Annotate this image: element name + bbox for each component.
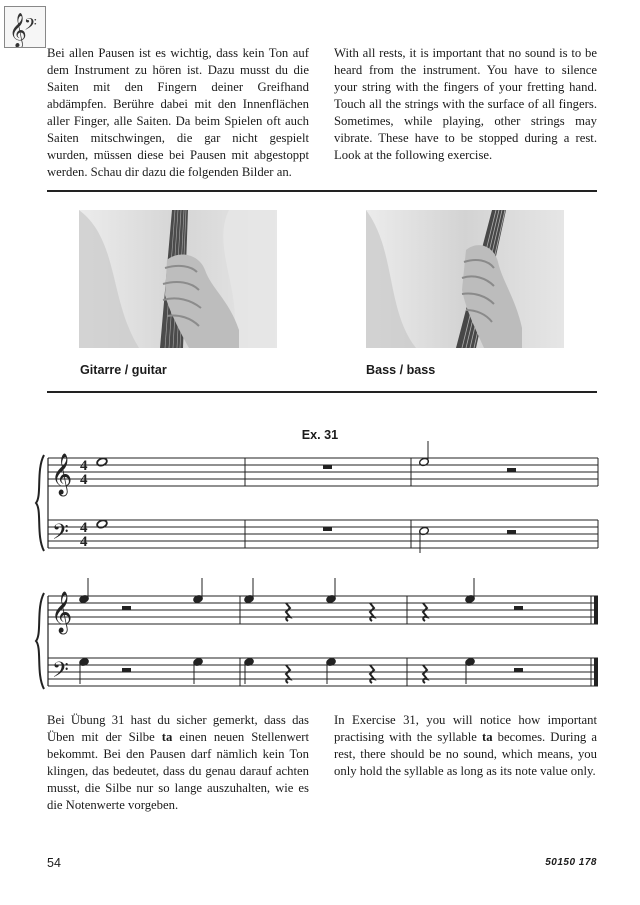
whole-rest	[323, 527, 332, 531]
syllable-ta-en: ta	[481, 730, 493, 744]
summary-text-english	[334, 712, 597, 780]
time-signature-denominator: 4	[80, 472, 88, 488]
whole-rest	[323, 465, 332, 469]
half-rest	[514, 668, 523, 672]
intro-text-english: With all rests, it is important that no sound is to be heard from the instrument. You have to silence your string with the fingers of your fretting hand. Touch all the strings with the surface of all fingers. Sometimes, while playing, other strings may vibrate. These have to be stopped during a rest. Look at the following exercise.	[334, 46, 597, 162]
treble-clef: 𝄞	[51, 454, 73, 495]
svg-text:𝄢: 𝄢	[24, 14, 37, 38]
treble-clef: 𝄞	[51, 592, 73, 633]
page-number: 54	[47, 856, 61, 870]
half-rest	[507, 530, 516, 534]
divider-top	[47, 190, 597, 192]
bass-caption: Bass / bass	[366, 363, 436, 377]
clef-badge	[4, 6, 46, 48]
syllable-ta-de: ta	[161, 730, 173, 744]
half-rest	[122, 668, 131, 672]
bass-clef: 𝄢	[52, 658, 69, 688]
catalog-number: 50150 178	[545, 857, 597, 868]
quarter-rest	[423, 603, 427, 621]
exercise-title: Ex. 31	[301, 428, 339, 442]
bass-muting-photo	[366, 210, 564, 348]
half-rest	[122, 606, 131, 610]
time-signature-denominator: 4	[80, 534, 88, 550]
divider-bottom	[47, 391, 597, 393]
quarter-rest	[370, 603, 374, 621]
half-rest	[514, 606, 523, 610]
quarter-rest	[370, 665, 374, 683]
svg-text:𝄞: 𝄞	[9, 13, 27, 47]
intro-text-german: Bei allen Pausen ist es wichtig, dass kein Ton auf dem Instrument zu hören ist. Dazu musst du die Saiten mit den Fingern deiner Greifhand abdämpfen. Berühre dabei mit den Innenflächen aller Finger, alle Saiten. Da beim Spielen oft auch Saiten mitschwingen, die gar nicht gespielt wurden, müssen diese bei Pausen mit abgestoppt werden. Schau dir dazu die folgenden Bilder an.	[47, 46, 309, 179]
bass-clef: 𝄢	[52, 520, 69, 550]
system2-brace	[36, 593, 44, 689]
summary-text-german	[47, 712, 309, 814]
time-signature-numerator: 4	[80, 520, 88, 536]
time-signature-numerator: 4	[80, 458, 88, 474]
guitar-muting-photo	[79, 210, 277, 348]
quarter-rest	[286, 603, 290, 621]
exercise-31-score	[0, 440, 640, 700]
guitar-caption: Gitarre / guitar	[80, 363, 167, 377]
summary-en-part1: In Exercise 31, you will notice how important practising with the syllable	[334, 713, 597, 744]
system1-brace	[36, 455, 44, 551]
half-rest	[507, 468, 516, 472]
quarter-rest	[286, 665, 290, 683]
treble-and-bass-clef-icon	[5, 7, 45, 47]
summary-de-part2: einen neuen Stellenwert bekommt. Bei den Pausen darf nämlich kein Ton klingen, das bedeutet, dass du genau darauf achten musst, die Silbe nur so lange auszuhalten, wie es die Notenwerte vorgeben.	[47, 730, 309, 812]
quarter-rest	[423, 665, 427, 683]
summary-de-part1: Bei Übung 31 hast du sicher gemerkt, dass das Üben mit der Silbe	[47, 713, 309, 744]
summary-en-part2: becomes. During a rest, there should be no sound, which means, you only hold the syllable as long as its note value only.	[334, 730, 597, 778]
